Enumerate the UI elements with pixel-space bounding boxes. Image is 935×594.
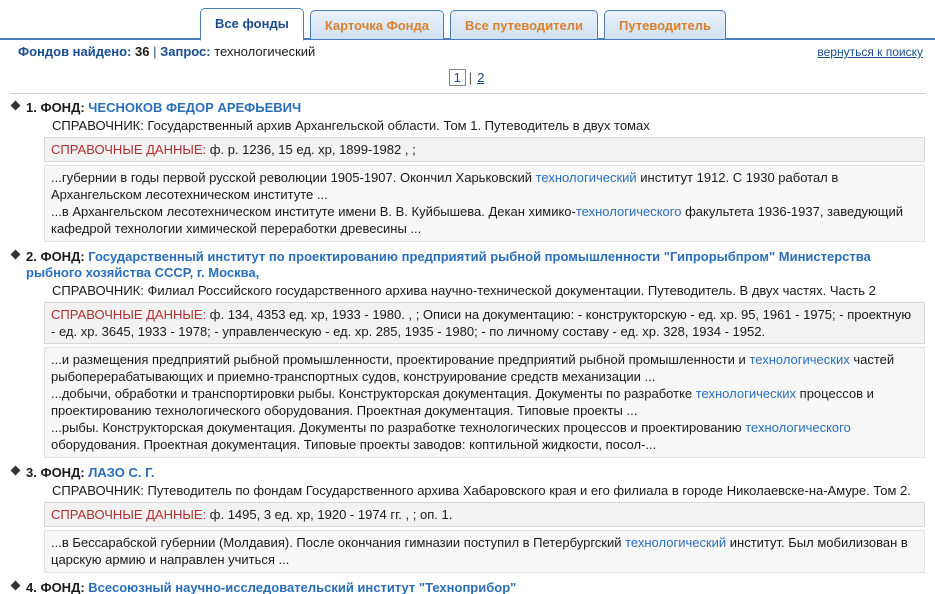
tab-bar [0, 0, 935, 40]
query-value: технологический [214, 44, 316, 59]
reference-value: ф. р. 1236, 15 ед. хр, 1899-1982 , ; [209, 142, 416, 157]
found-count: 36 [135, 44, 150, 59]
tab-guide-label: Путеводитель [618, 18, 711, 33]
bullet-icon [11, 101, 21, 111]
tab-guide[interactable] [604, 10, 726, 39]
snippet [51, 534, 918, 568]
fond-label: ФОНД: [40, 249, 85, 264]
snippet-highlight: технологических [695, 386, 797, 401]
found-label: Фондов найдено: [18, 44, 132, 59]
snippet-highlight: технологический [625, 535, 727, 550]
reference-label: СПРАВОЧНЫЕ ДАННЫЕ: [51, 307, 207, 322]
fond-header [10, 249, 925, 281]
snippet-text: ...рыбы. Конструкторская документация. Документы по разработке технологических процессов и проектированию [51, 420, 746, 435]
snippet-text: факультета 1936-1937, заведующий кафедрой технологии химической переработки древесины ... [51, 204, 903, 236]
list-item [10, 465, 925, 573]
fond-label: ФОНД: [40, 100, 85, 115]
snippet-highlight: технологического [745, 420, 851, 435]
guide-line [10, 282, 925, 299]
list-item [10, 249, 925, 458]
snippet-text: ...в Бессарабской губернии (Молдавия). После окончания гимназии поступил в Петербургский [51, 535, 626, 550]
fond-title-link[interactable]: Всесоюзный научно-исследовательский институт "Техноприбор" [88, 580, 517, 594]
page-link-2[interactable]: 2 [477, 70, 485, 85]
guide-value: Путеводитель по фондам Государственного архива Хабаровского края и его филиала в городе Николаевске-на-Амуре. Том 2. [147, 483, 911, 498]
snippet [51, 203, 918, 237]
guide-value: Государственный архив Архангельской области. Том 1. Путеводитель в двух томах [147, 118, 650, 133]
snippet-highlight: технологический [535, 170, 637, 185]
back-to-search-link[interactable]: вернуться к поиску [817, 45, 923, 59]
snippet-text: ...губернии в годы первой русской революции 1905-1907. Окончил Харьковский [51, 170, 536, 185]
page-separator: | [468, 70, 473, 85]
guide-label: СПРАВОЧНИК: [52, 283, 144, 298]
snippet-text: институт 1912. С 1930 работал в Архангельском лесотехническом институте ... [51, 170, 839, 202]
snippet-box [44, 530, 925, 573]
tab-all-guides[interactable] [450, 10, 598, 39]
fond-header [10, 100, 925, 116]
guide-label: СПРАВОЧНИК: [52, 118, 144, 133]
reference-label: СПРАВОЧНЫЕ ДАННЫЕ: [51, 507, 207, 522]
snippet-text: ...добычи, обработки и транспортировки рыбы. Конструкторская документация. Документы по разработке [51, 386, 696, 401]
reference-label: СПРАВОЧНЫЕ ДАННЫЕ: [51, 142, 207, 157]
reference-box [44, 302, 925, 344]
snippet [51, 385, 918, 419]
fond-header [10, 580, 925, 594]
fond-label: ФОНД: [40, 465, 85, 480]
snippet-box [44, 347, 925, 458]
results-info-bar [0, 40, 935, 66]
tab-all-funds-label: Все фонды [215, 16, 289, 31]
guide-line [10, 482, 925, 499]
guide-line [10, 117, 925, 134]
fond-number: 3. [26, 465, 37, 480]
snippet-text: институт. Был мобилизован в царскую армию и направлен учиться ... [51, 535, 908, 567]
tab-all-funds[interactable] [200, 8, 304, 41]
list-item [10, 100, 925, 242]
bullet-icon [11, 250, 21, 260]
snippet-text: частей рыбоперерабатывающих и приемно-транспортных судов, конструирование средств механизации ... [51, 352, 895, 384]
fond-number: 2. [26, 249, 37, 264]
snippet-text: процессов и проектированию технологического оборудования. Проектная документация. Типовые проекты ... [51, 386, 874, 418]
fond-title-link[interactable]: Государственный институт по проектированию предприятий рыбной промышленности "Гипрорыбпром" Министерства рыбного хозяйства СССР, г. Москва, [26, 249, 871, 280]
query-label: Запрос: [160, 44, 211, 59]
snippet-text: ...и размещения предприятий рыбной промышленности, проектирование предприятий рыбной промышленности и [51, 352, 750, 367]
guide-value: Филиал Российского государственного архива научно-технической документации. Путеводитель. В двух частях. Часть 2 [147, 283, 876, 298]
snippet [51, 419, 918, 453]
snippet-text: оборудования. Проектная документация. Типовые проекты заводов: коптильной жидкости, посол-... [51, 437, 657, 452]
bullet-icon [11, 466, 21, 476]
fond-title-link[interactable]: ЛАЗО С. Г. [88, 465, 155, 480]
snippet [51, 351, 918, 385]
snippet-highlight: технологического [575, 204, 682, 219]
fond-number: 1. [26, 100, 37, 115]
results-list [0, 94, 935, 594]
reference-value: ф. 134, 4353 ед. хр, 1933 - 1980. , ; Описи на документацию: - конструкторскую - ед. хр. 95, 1961 - 1975; - проектную - ед. хр. 3645, 1933 - 1978; - управленческую - ед. хр. 285, 1935 - 1980; - по личному составу - ед. хр. 328, 1934 - 1952. [51, 307, 912, 339]
reference-value: ф. 1495, 3 ед. хр, 1920 - 1974 гг. , ; оп. 1. [209, 507, 453, 522]
pagination [0, 66, 935, 91]
tab-fund-card-label: Карточка Фонда [324, 18, 429, 33]
tab-list [200, 8, 726, 39]
fond-number: 4. [26, 580, 37, 594]
snippet-highlight: технологических [749, 352, 850, 367]
fond-title-link[interactable]: ЧЕСНОКОВ ФЕДОР АРЕФЬЕВИЧ [88, 100, 302, 115]
tab-fund-card[interactable] [310, 10, 444, 39]
page-current[interactable]: 1 [449, 69, 466, 86]
snippet [51, 169, 918, 203]
snippet-text: ...в Архангельском лесотехническом институте имени В. В. Куйбышева. Декан химико- [51, 204, 576, 219]
snippet-box [44, 165, 925, 242]
list-item [10, 580, 925, 594]
fond-label: ФОНД: [40, 580, 85, 594]
guide-label: СПРАВОЧНИК: [52, 483, 144, 498]
reference-box [44, 502, 925, 527]
reference-box [44, 137, 925, 162]
bullet-icon [11, 581, 21, 591]
fond-header [10, 465, 925, 481]
info-separator: | [153, 44, 157, 59]
tab-all-guides-label: Все путеводители [464, 18, 583, 33]
